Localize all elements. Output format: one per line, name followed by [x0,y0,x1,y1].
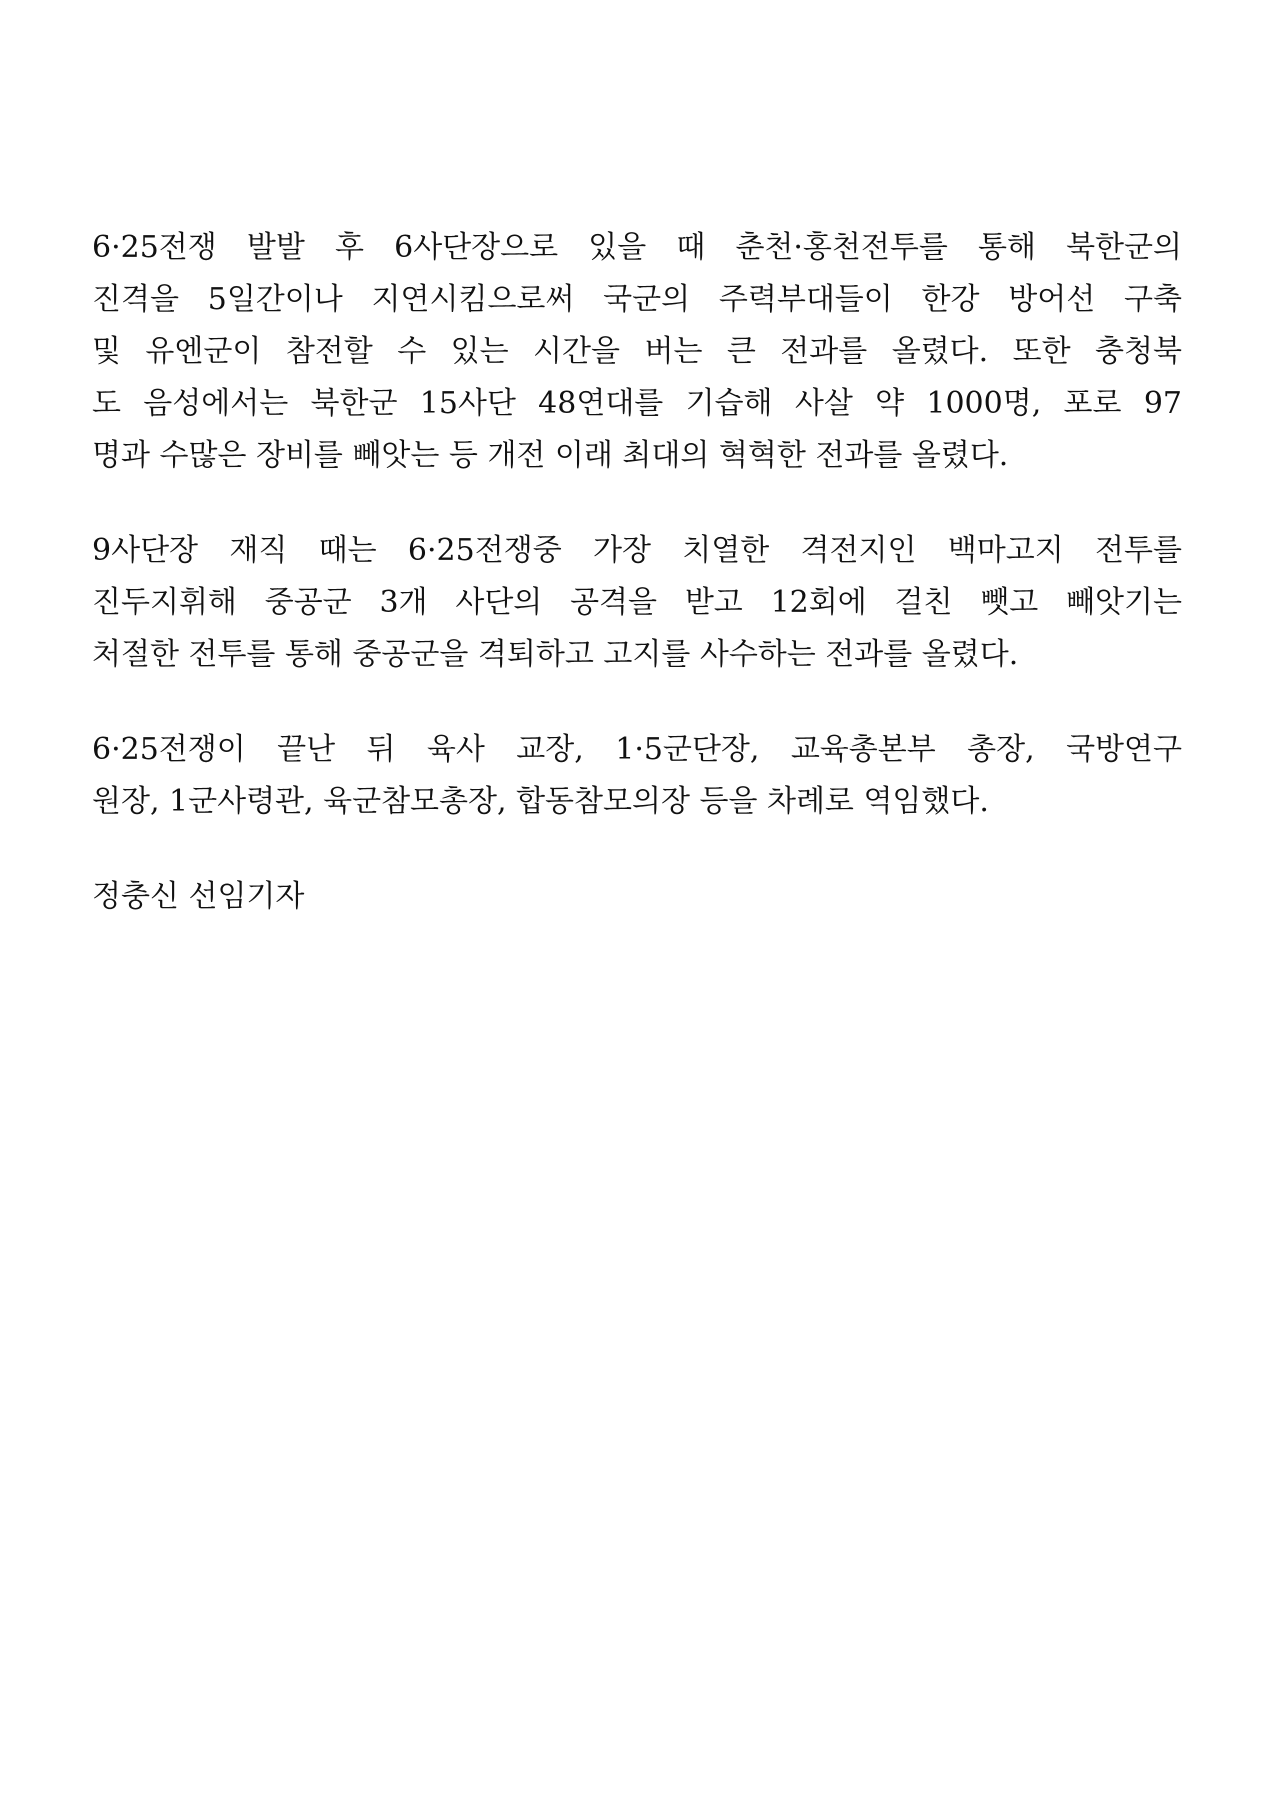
text-line: 진두지휘해 중공군 3개 사단의 공격을 받고 12회에 걸친 뺏고 빼앗기는 [92,585,1182,620]
paragraph-1 [92,222,1182,482]
text-line: 9사단장 재직 때는 6·25전쟁중 가장 치열한 격전지인 백마고지 전투를 [92,533,1182,568]
article-body [92,222,1182,923]
text-line: 진격을 5일간이나 지연시킴으로써 국군의 주력부대들이 한강 방어선 구축 [92,282,1182,317]
text-line: 처절한 전투를 통해 중공군을 격퇴하고 고지를 사수하는 전과를 올렸다. [92,637,1019,672]
text-line: 6·25전쟁 발발 후 6사단장으로 있을 때 춘천·홍천전투를 통해 북한군의 [92,230,1182,265]
text-line: 명과 수많은 장비를 빼앗는 등 개전 이래 최대의 혁혁한 전과를 올렸다. [92,438,1009,473]
byline: 정충신 선임기자 [92,879,305,914]
text-line: 6·25전쟁이 끝난 뒤 육사 교장, 1·5군단장, 교육총본부 총장, 국방연구 [92,732,1182,767]
text-line: 도 음성에서는 북한군 15사단 48연대를 기습해 사살 약 1000명, 포로 97 [92,386,1182,421]
paragraph-3 [92,724,1182,828]
text-line: 및 유엔군이 참전할 수 있는 시간을 버는 큰 전과를 올렸다. 또한 충청북 [92,334,1182,369]
paragraph-2 [92,525,1182,681]
text-line: 원장, 1군사령관, 육군참모총장, 합동참모의장 등을 차례로 역임했다. [92,784,989,819]
